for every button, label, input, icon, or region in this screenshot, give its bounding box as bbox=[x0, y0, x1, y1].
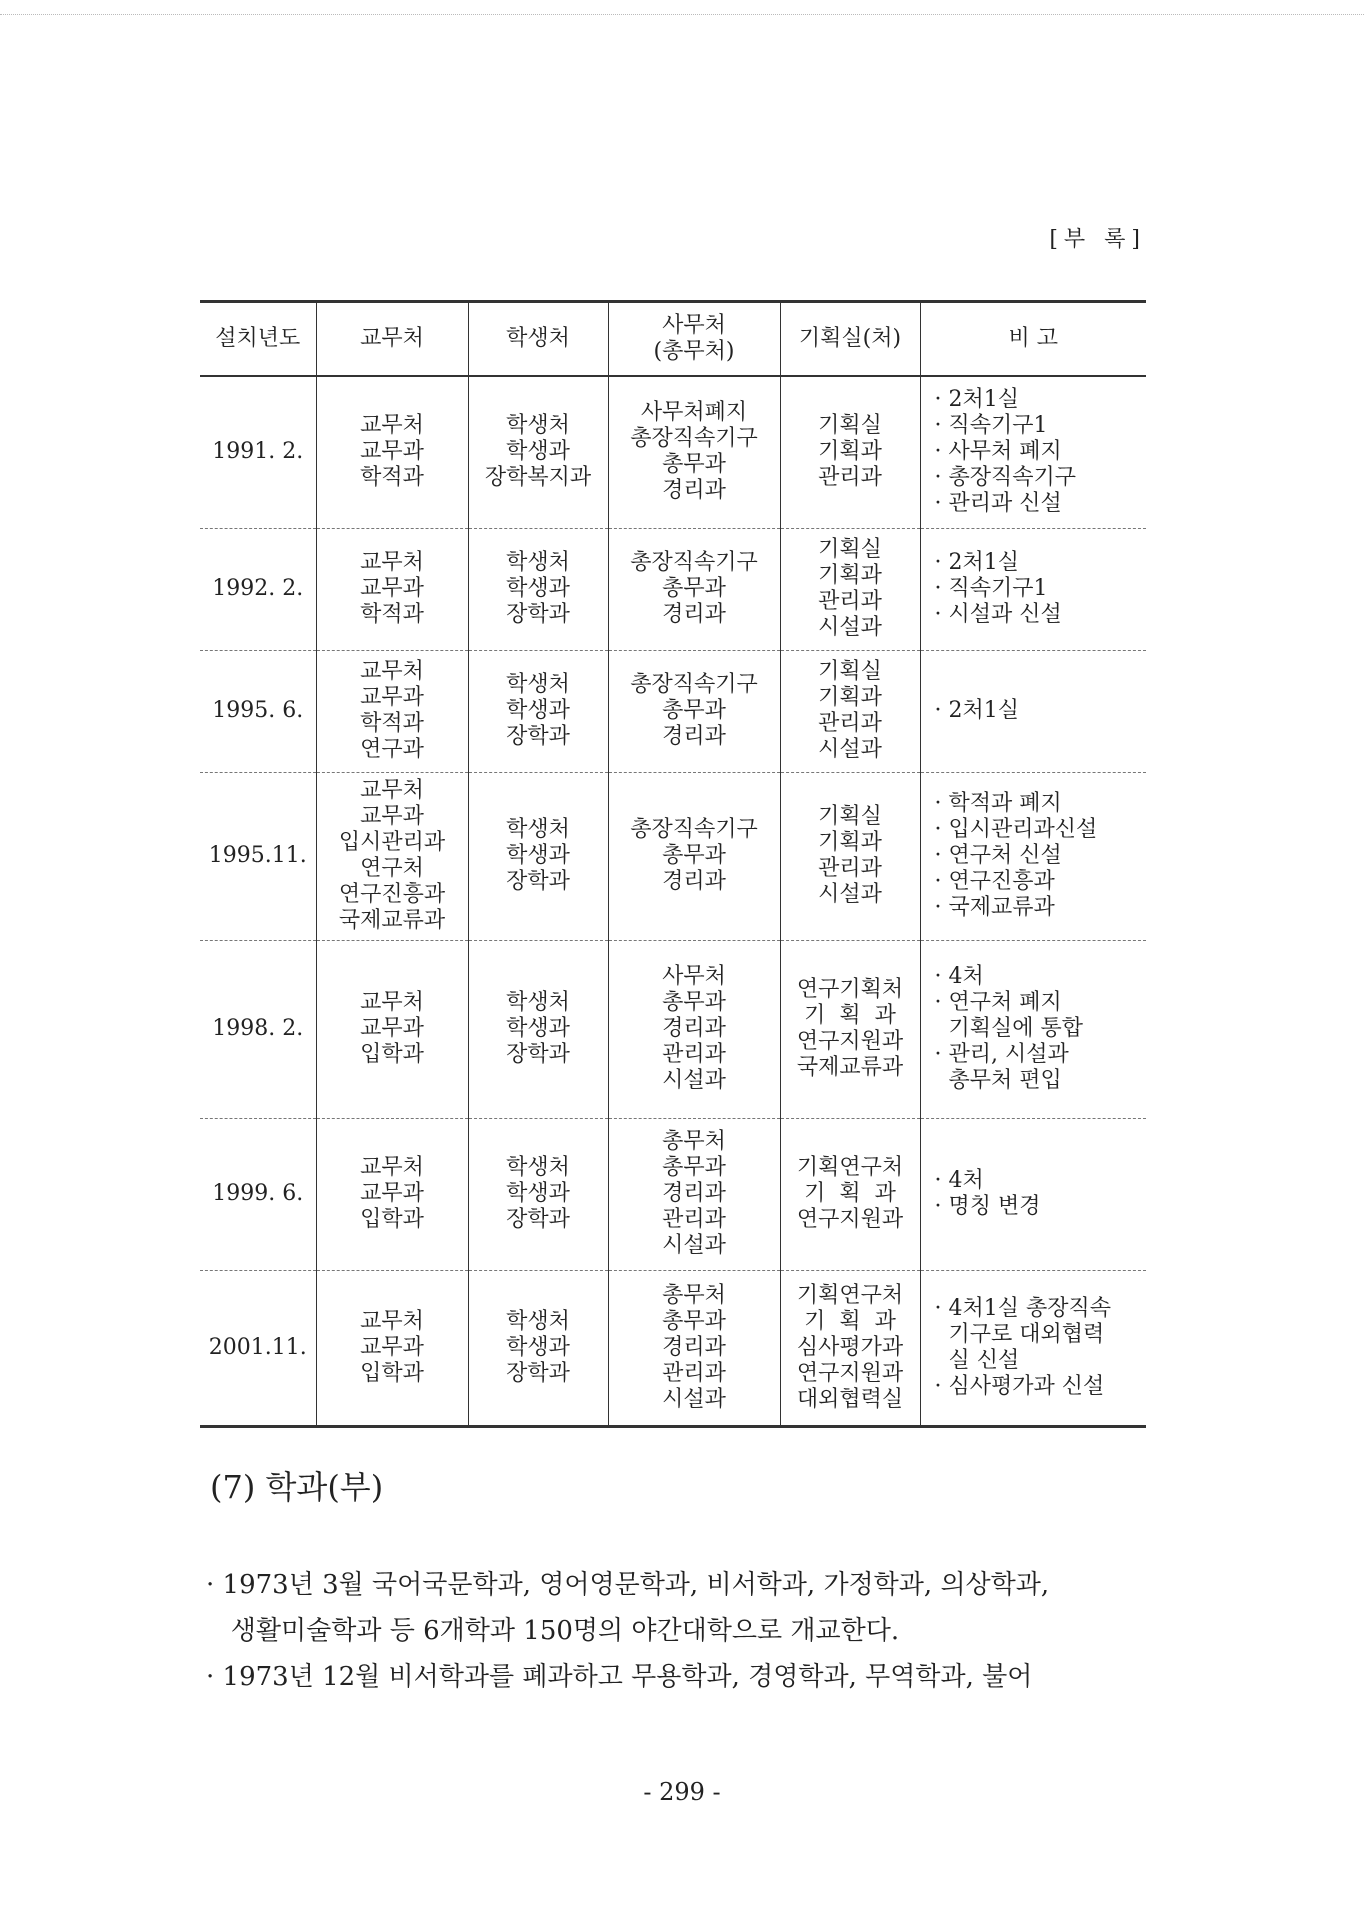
cell-text: 학적과 bbox=[360, 602, 424, 627]
column-header bbox=[920, 302, 1146, 377]
cell-text: 기획실 bbox=[818, 413, 882, 439]
cell-text: · 4처 bbox=[934, 1168, 984, 1193]
year-cell bbox=[200, 772, 316, 940]
remarks-cell bbox=[920, 940, 1146, 1118]
cell-text: 총무처 bbox=[662, 1282, 726, 1308]
header-text: 기획실(처) bbox=[798, 326, 902, 351]
cell-text: 기획실 bbox=[818, 537, 882, 562]
cell-text: · 심사평가과 신설 bbox=[934, 1373, 1105, 1399]
cell-text: 경리과 bbox=[662, 1181, 726, 1206]
cell-text: · 연구처 폐지 bbox=[934, 990, 1062, 1015]
cell-text: 기획과 bbox=[818, 563, 882, 588]
cell-text: 총무처 편입 bbox=[934, 1068, 1062, 1093]
cell-text: 1992. 2. bbox=[212, 576, 304, 601]
cell-text: 경리과 bbox=[662, 602, 726, 627]
cell-text: 관리과 bbox=[818, 465, 882, 491]
cell-text: 교무과 bbox=[360, 804, 424, 829]
cell-text: 심사평가과 bbox=[796, 1334, 904, 1360]
cell-text: 시설과 bbox=[662, 1068, 726, 1093]
cell-text: 관리과 bbox=[662, 1207, 726, 1232]
page-number: - 299 - bbox=[643, 1778, 721, 1806]
header-text: 학생처 bbox=[506, 326, 570, 351]
cell-text: 교무처 bbox=[360, 1155, 424, 1180]
cell-text: 사무처폐지 bbox=[640, 400, 748, 426]
cell-text: 관리과 bbox=[818, 711, 882, 736]
cell-text: 총무과 bbox=[662, 698, 726, 723]
student-affairs-cell bbox=[468, 528, 608, 650]
cell-text: 총무과 bbox=[662, 1308, 726, 1334]
academic-affairs-cell bbox=[316, 940, 468, 1118]
cell-text: 학생처 bbox=[506, 990, 570, 1015]
cell-text: 1995.11. bbox=[208, 843, 307, 868]
cell-text: 교무과 bbox=[360, 685, 424, 710]
header-text: 비 고 bbox=[1008, 326, 1058, 351]
cell-text: 장학과 bbox=[506, 1360, 570, 1386]
general-affairs-cell bbox=[608, 528, 780, 650]
cell-text: · 학적과 폐지 bbox=[934, 791, 1062, 816]
cell-text: 총장직속기구 bbox=[630, 426, 758, 452]
cell-text: 장학과 bbox=[506, 1207, 570, 1232]
cell-text: 총무과 bbox=[662, 576, 726, 601]
table-row bbox=[200, 650, 1146, 772]
cell-text: 기획연구처 bbox=[796, 1155, 904, 1180]
cell-text: 학생과 bbox=[506, 698, 570, 723]
cell-text: 총장직속기구 bbox=[630, 672, 758, 697]
cell-text: · 총장직속기구 bbox=[934, 465, 1076, 491]
cell-text: 1999. 6. bbox=[212, 1181, 304, 1206]
cell-text: 학생처 bbox=[506, 672, 570, 697]
table-row bbox=[200, 940, 1146, 1118]
planning-office-cell bbox=[780, 650, 920, 772]
cell-text: 교무과 bbox=[360, 1181, 424, 1206]
table-row bbox=[200, 528, 1146, 650]
cell-text: 교무과 bbox=[360, 1334, 424, 1360]
cell-text: 총장직속기구 bbox=[630, 550, 758, 575]
column-header bbox=[316, 302, 468, 377]
cell-text: · 4처1실 총장직속 bbox=[934, 1295, 1111, 1321]
cell-text: 학생과 bbox=[506, 1181, 570, 1206]
planning-office-cell bbox=[780, 528, 920, 650]
cell-text: 기획실 bbox=[818, 804, 882, 829]
student-affairs-cell bbox=[468, 1270, 608, 1426]
cell-text: 기 획 과 bbox=[804, 1181, 896, 1206]
cell-text: 시설과 bbox=[662, 1233, 726, 1258]
academic-affairs-cell bbox=[316, 528, 468, 650]
cell-text: 입학과 bbox=[360, 1207, 424, 1232]
table-row bbox=[200, 376, 1146, 528]
cell-text: 경리과 bbox=[662, 478, 726, 504]
remarks-cell bbox=[920, 772, 1146, 940]
cell-text: 기구로 대외협력 bbox=[934, 1321, 1105, 1347]
cell-text: 연구과 bbox=[360, 737, 424, 762]
academic-affairs-cell bbox=[316, 650, 468, 772]
cell-text: 연구처 bbox=[360, 856, 424, 881]
bullet-list bbox=[206, 1562, 1166, 1700]
cell-text: 관리과 bbox=[662, 1042, 726, 1067]
planning-office-cell bbox=[780, 940, 920, 1118]
year-cell bbox=[200, 1270, 316, 1426]
general-affairs-cell bbox=[608, 1270, 780, 1426]
general-affairs-cell bbox=[608, 1118, 780, 1270]
student-affairs-cell bbox=[468, 772, 608, 940]
table-body bbox=[200, 376, 1146, 1426]
cell-text: 장학과 bbox=[506, 724, 570, 749]
cell-text: 기 획 과 bbox=[804, 1003, 896, 1028]
cell-text: 교무처 bbox=[360, 659, 424, 684]
table-row bbox=[200, 1118, 1146, 1270]
cell-text: 1995. 6. bbox=[212, 698, 304, 723]
year-cell bbox=[200, 940, 316, 1118]
bullet-item: · 1973년 3월 국어국문학과, 영어영문학과, 비서학과, 가정학과, 의상학과, bbox=[206, 1570, 1050, 1600]
cell-text: · 직속기구1 bbox=[934, 576, 1048, 601]
cell-text: 학생과 bbox=[506, 1016, 570, 1041]
general-affairs-cell bbox=[608, 940, 780, 1118]
remarks-cell bbox=[920, 1270, 1146, 1426]
cell-text: 사무처 bbox=[662, 964, 726, 989]
cell-text: 장학과 bbox=[506, 602, 570, 627]
academic-affairs-cell bbox=[316, 376, 468, 528]
cell-text: 교무처 bbox=[360, 413, 424, 439]
cell-text: 장학과 bbox=[506, 869, 570, 894]
general-affairs-cell bbox=[608, 650, 780, 772]
remarks-cell bbox=[920, 528, 1146, 650]
cell-text: · 2처1실 bbox=[934, 698, 1019, 723]
cell-text: 입학과 bbox=[360, 1042, 424, 1067]
cell-text: · 입시관리과신설 bbox=[934, 817, 1098, 842]
remarks-cell bbox=[920, 650, 1146, 772]
year-cell bbox=[200, 650, 316, 772]
cell-text: 1998. 2. bbox=[212, 1016, 304, 1041]
cell-text: 기획과 bbox=[818, 439, 882, 465]
cell-text: 관리과 bbox=[818, 589, 882, 614]
cell-text: · 국제교류과 bbox=[934, 895, 1055, 920]
cell-text: 학생처 bbox=[506, 550, 570, 575]
cell-text: 시설과 bbox=[818, 882, 882, 907]
cell-text: 시설과 bbox=[662, 1386, 726, 1412]
general-affairs-cell bbox=[608, 772, 780, 940]
column-header bbox=[468, 302, 608, 377]
cell-text: · 시설과 신설 bbox=[934, 602, 1062, 627]
cell-text: 입학과 bbox=[360, 1360, 424, 1386]
planning-office-cell bbox=[780, 1118, 920, 1270]
cell-text: 교무과 bbox=[360, 1016, 424, 1041]
cell-text: 총무과 bbox=[662, 452, 726, 478]
cell-text: 입시관리과 bbox=[338, 830, 446, 855]
planning-office-cell bbox=[780, 1270, 920, 1426]
cell-text: · 4처 bbox=[934, 964, 984, 989]
cell-text: · 관리, 시설과 bbox=[934, 1042, 1069, 1067]
cell-text: 연구지원과 bbox=[796, 1207, 904, 1232]
cell-text: 교무처 bbox=[360, 990, 424, 1015]
cell-text: · 연구진흥과 bbox=[934, 869, 1055, 894]
cell-text: · 관리과 신설 bbox=[934, 491, 1062, 517]
cell-text: 총무과 bbox=[662, 843, 726, 868]
cell-text: 경리과 bbox=[662, 724, 726, 749]
academic-affairs-cell bbox=[316, 1118, 468, 1270]
year-cell bbox=[200, 528, 316, 650]
cell-text: · 명칭 변경 bbox=[934, 1194, 1041, 1219]
cell-text: 기획과 bbox=[818, 830, 882, 855]
column-header bbox=[608, 302, 780, 377]
cell-text: · 사무처 폐지 bbox=[934, 439, 1062, 465]
cell-text: 학생과 bbox=[506, 1334, 570, 1360]
cell-text: 실 신설 bbox=[934, 1347, 1020, 1373]
cell-text: · 2처1실 bbox=[934, 387, 1019, 413]
cell-text: 총무처 bbox=[662, 1129, 726, 1154]
cell-text: 연구기획처 bbox=[796, 977, 904, 1002]
cell-text: 교무처 bbox=[360, 550, 424, 575]
planning-office-cell bbox=[780, 772, 920, 940]
cell-text: 국제교류과 bbox=[338, 908, 446, 933]
cell-text: 학생과 bbox=[506, 576, 570, 601]
cell-text: 총무과 bbox=[662, 990, 726, 1015]
academic-affairs-cell bbox=[316, 1270, 468, 1426]
cell-text: 기획실 bbox=[818, 659, 882, 684]
cell-text: 학생과 bbox=[506, 843, 570, 868]
bullet-item: · 1973년 12월 비서학과를 폐과하고 무용학과, 경영학과, 무역학과, 불어 bbox=[206, 1662, 1033, 1692]
cell-text: 총무과 bbox=[662, 1155, 726, 1180]
cell-text: 학적과 bbox=[360, 465, 424, 491]
cell-text: 시설과 bbox=[818, 737, 882, 762]
cell-text: 경리과 bbox=[662, 1334, 726, 1360]
cell-text: 관리과 bbox=[662, 1360, 726, 1386]
section-title: (7) 학과(부) bbox=[210, 1468, 384, 1506]
student-affairs-cell bbox=[468, 1118, 608, 1270]
cell-text: 학생처 bbox=[506, 413, 570, 439]
cell-text: 기 획 과 bbox=[804, 1308, 896, 1334]
header-text: (총무처) bbox=[653, 339, 735, 364]
cell-text: 학생과 bbox=[506, 439, 570, 465]
cell-text: 학적과 bbox=[360, 711, 424, 736]
cell-text: · 직속기구1 bbox=[934, 413, 1048, 439]
cell-text: 학생처 bbox=[506, 1155, 570, 1180]
student-affairs-cell bbox=[468, 376, 608, 528]
header-text: 설치년도 bbox=[215, 326, 301, 351]
cell-text: 연구진흥과 bbox=[338, 882, 446, 907]
cell-text: 학생처 bbox=[506, 1308, 570, 1334]
remarks-cell bbox=[920, 376, 1146, 528]
cell-text: 1991. 2. bbox=[212, 439, 304, 465]
cell-text: 교무과 bbox=[360, 439, 424, 465]
cell-text: 연구지원과 bbox=[796, 1029, 904, 1054]
student-affairs-cell bbox=[468, 650, 608, 772]
cell-text: 장학과 bbox=[506, 1042, 570, 1067]
cell-text: · 2처1실 bbox=[934, 550, 1019, 575]
cell-text: 관리과 bbox=[818, 856, 882, 881]
header-text: 사무처 bbox=[662, 313, 726, 338]
cell-text: 경리과 bbox=[662, 1016, 726, 1041]
cell-text: 학생처 bbox=[506, 817, 570, 842]
remarks-cell bbox=[920, 1118, 1146, 1270]
table-row bbox=[200, 772, 1146, 940]
column-header bbox=[200, 302, 316, 377]
year-cell bbox=[200, 376, 316, 528]
academic-affairs-cell bbox=[316, 772, 468, 940]
cell-text: 2001.11. bbox=[208, 1334, 307, 1360]
year-cell bbox=[200, 1118, 316, 1270]
cell-text: 기획실에 통합 bbox=[934, 1016, 1083, 1041]
top-border bbox=[0, 14, 1364, 15]
column-header bbox=[780, 302, 920, 377]
cell-text: 연구지원과 bbox=[796, 1360, 904, 1386]
general-affairs-cell bbox=[608, 376, 780, 528]
cell-text: 교무과 bbox=[360, 576, 424, 601]
bullet-item: 생활미술학과 등 6개학과 150명의 야간대학으로 개교한다. bbox=[206, 1616, 900, 1646]
header-text: 교무처 bbox=[360, 326, 424, 351]
cell-text: 경리과 bbox=[662, 869, 726, 894]
planning-office-cell bbox=[780, 376, 920, 528]
section-tag: [부 록] bbox=[1049, 227, 1146, 252]
cell-text: 시설과 bbox=[818, 615, 882, 640]
cell-text: 국제교류과 bbox=[796, 1055, 904, 1080]
cell-text: 기획연구처 bbox=[796, 1282, 904, 1308]
cell-text: 총장직속기구 bbox=[630, 817, 758, 842]
cell-text: 대외협력실 bbox=[796, 1386, 904, 1412]
cell-text: · 연구처 신설 bbox=[934, 843, 1062, 868]
cell-text: 교무처 bbox=[360, 1308, 424, 1334]
cell-text: 장학복지과 bbox=[484, 465, 592, 491]
cell-text: 교무처 bbox=[360, 778, 424, 803]
cell-text: 기획과 bbox=[818, 685, 882, 710]
table-header-row bbox=[200, 302, 1146, 377]
student-affairs-cell bbox=[468, 940, 608, 1118]
organization-history-table bbox=[200, 300, 1146, 1428]
table-row bbox=[200, 1270, 1146, 1426]
